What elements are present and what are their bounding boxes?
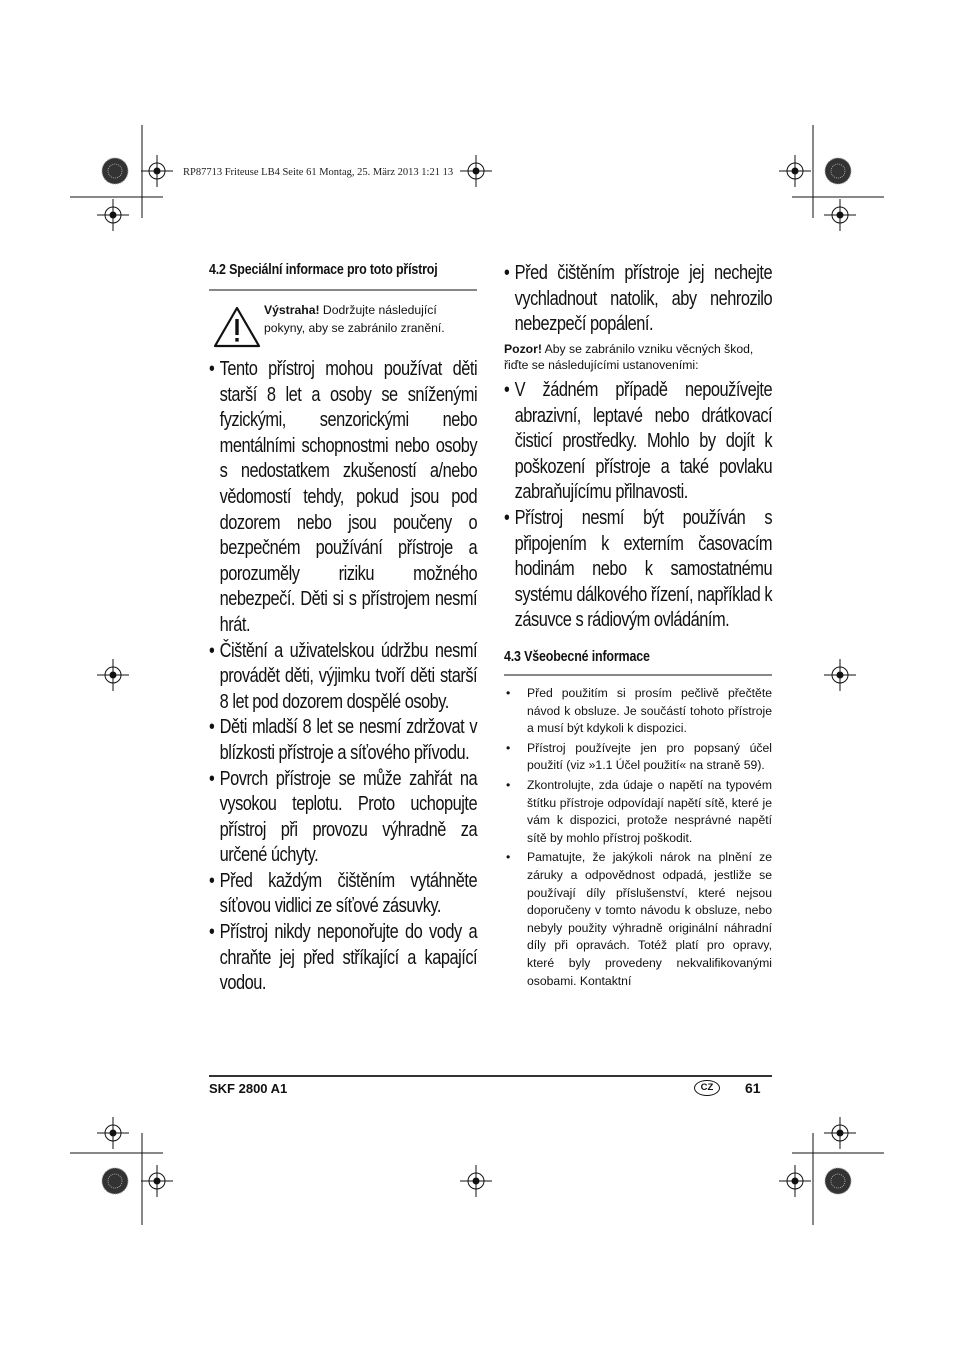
- language-badge: CZ: [694, 1080, 720, 1096]
- heading-rule-right: [504, 674, 772, 676]
- caution-label: Pozor!: [504, 342, 542, 356]
- list-item: • V žádném případě nepoužívejte abrazivní, leptavé nebo drátkovací čisticí prostředky. Mohlo by dojít k poškození přístroje a také povlaku zabraňujícímu přilnavosti.: [504, 378, 772, 506]
- section-heading-4-2: 4.2 Speciální informace pro toto přístroj: [209, 262, 438, 278]
- section-heading-4-3: 4.3 Všeobecné informace: [504, 649, 650, 665]
- list-item: • Přístroj nikdy neponořujte do vody a chraňte jej před stříkající a kapající vodou.: [209, 920, 477, 997]
- page-number: 61: [745, 1080, 761, 1096]
- list-item: • Zkontrolujte, zda údaje o napětí na typovém štítku přístroje odpovídají napětí sítě, které je vám k dispozici, protože nesprávné napětí sítě by mohlo přístroj poškodit.: [504, 777, 772, 847]
- right-mid-bullets: [504, 378, 772, 634]
- list-item: • Pamatujte, že jakýkoli nárok na plnění ze záruky a odpovědnost odpadá, jestliže se používají díly příslušenství, které nejsou doporučeny v tomto návodu k obsluze, nebo nebyly použity výhradně originální náhradní díly při opravách. Totéž platí pro opravy, které byly provedeny nekvalifikovanými osobami. Kontaktní: [504, 849, 772, 990]
- list-item: • Tento přístroj mohou používat děti starší 8 let a osoby se sníženými fyzickými, senzorickými nebo mentálními schopnostmi nebo osoby s nedostatkem zkušeností a/nebo vědomostí tehdy, pokud jsou pod dozorem nebo jsou poučeny o bezpečném používání přístroje a porozuměly riziku možného nebezpečí. Děti si s přístrojem nesmí hrát.: [209, 357, 477, 639]
- print-header: RP87713 Friteuse LB4 Seite 61 Montag, 25. März 2013 1:21 13: [183, 167, 454, 178]
- list-item: • Před čištěním přístroje jej nechejte vychladnout natolik, aby nehrozilo nebezpečí popálení.: [504, 261, 772, 338]
- list-item: • Děti mladší 8 let se nesmí zdržovat v blízkosti přístroje a síťového přívodu.: [209, 715, 477, 766]
- warning-text: Dodržujte následující pokyny, aby se zabránilo zranění.: [264, 303, 445, 335]
- list-item: • Povrch přístroje se může zahřát na vysokou teplotu. Proto uchopujte přístroj při provozu výhradně za určené úchyty.: [209, 767, 477, 869]
- caution-note: [504, 341, 772, 373]
- heading-rule-left: [209, 289, 477, 291]
- footer-model: SKF 2800 A1: [209, 1081, 288, 1096]
- list-item: • Přístroj používejte jen pro popsaný účel použití (viz »1.1 Účel použití« na straně 59).: [504, 740, 772, 775]
- caution-text: Aby se zabránilo vzniku věcných škod, řiďte se následujícími ustanoveními:: [504, 342, 754, 372]
- left-column: [209, 262, 477, 278]
- list-item: • Před každým čištěním vytáhněte síťovou vidlici ze síťové zásuvky.: [209, 869, 477, 920]
- right-small-bullets: [504, 685, 772, 992]
- list-item: • Čištění a uživatelskou údržbu nesmí provádět děti, výjimku tvoří děti starší 8 let pod dozorem dospělé osoby.: [209, 639, 477, 716]
- list-item: • Před použitím si prosím pečlivě přečtěte návod k obsluze. Je součástí tohoto přístroje a musí být kdykoli k dispozici.: [504, 685, 772, 738]
- list-item: • Přístroj nesmí být používán s připojením k externím časovacím hodinám nebo k samostatnému systému dálkového řízení, například k zásuvce s rádiovým ovládáním.: [504, 506, 772, 634]
- warning-triangle-icon: [212, 305, 262, 349]
- warning-label: Výstraha!: [264, 303, 320, 317]
- footer-rule: [209, 1075, 772, 1077]
- warning-note: [264, 301, 477, 337]
- right-top-bullets: [504, 261, 772, 338]
- left-bullets: [209, 357, 477, 997]
